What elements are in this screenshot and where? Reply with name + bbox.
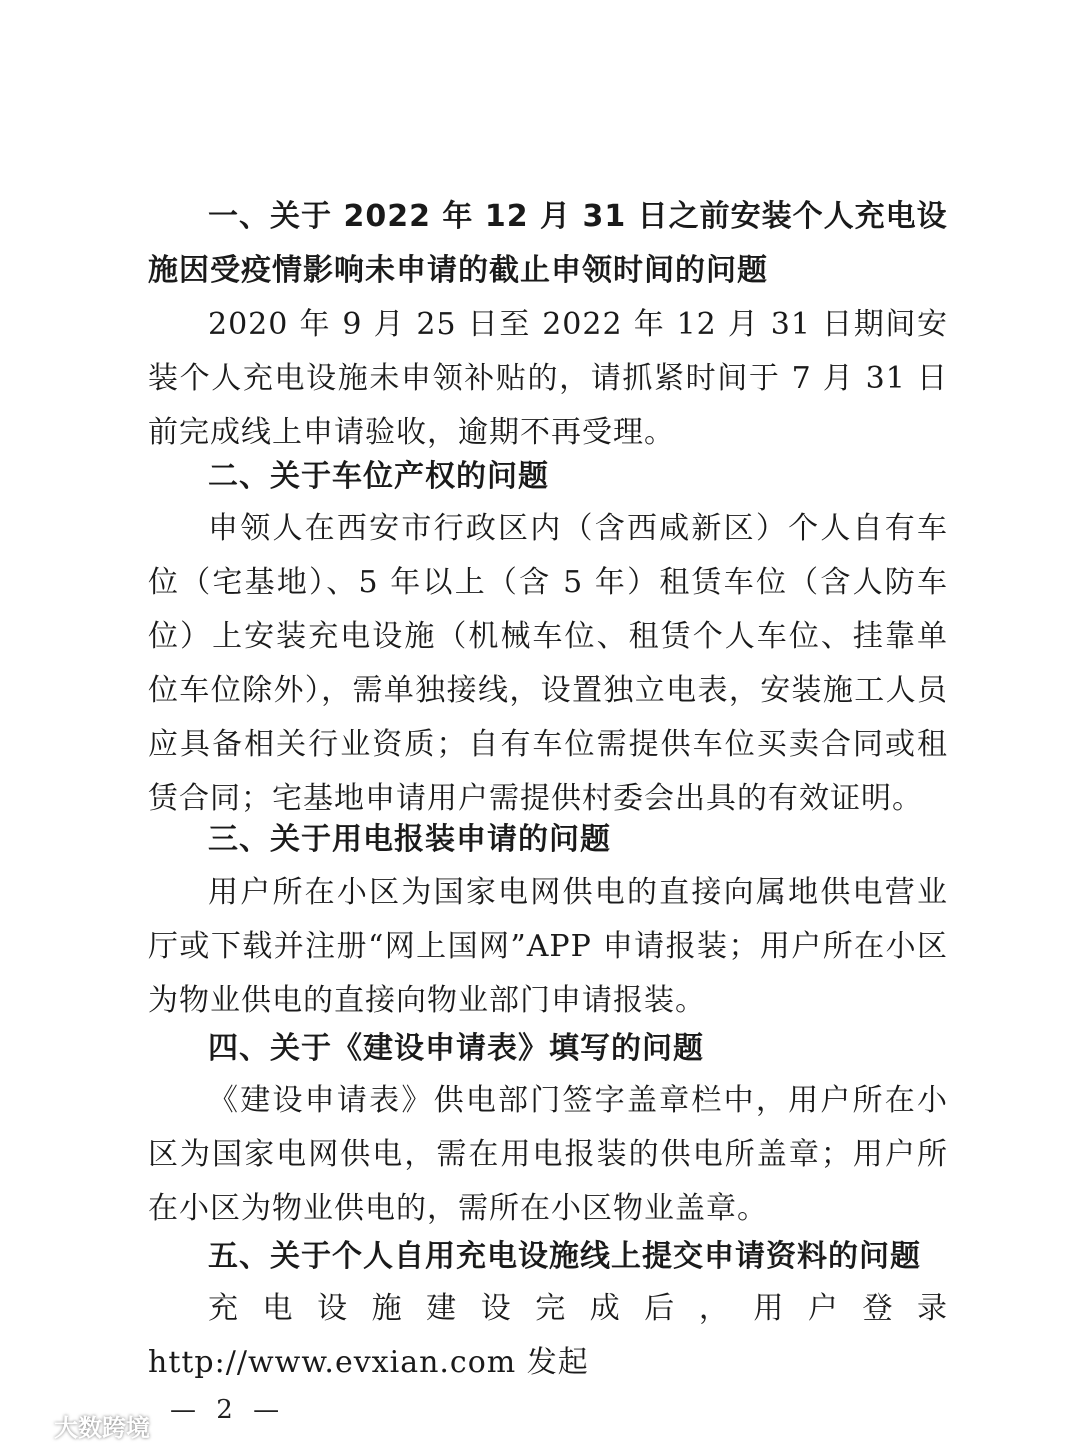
section-1-body: 2020 年 9 月 25 日至 2022 年 12 月 31 日期间安装个人充电设施未申领补贴的，请抓紧时间于 7 月 31 日前完成线上申请验收，逾期不再受理。 (148, 307, 948, 450)
watermark (8, 1408, 150, 1443)
section-1-heading: 一、关于 2022 年 12 月 31 日之前安装个人充电设施因受疫情影响未申请的截止申领时间的问题 (148, 199, 948, 288)
watermark-logo-icon (8, 1411, 48, 1441)
section-3-body: 用户所在小区为国家电网供电的直接向属地供电营业厅或下载并注册“网上国网”APP 申请报装；用户所在小区为物业供电的直接向物业部门申请报装。 (148, 875, 948, 1018)
section-2-heading: 二、关于车位产权的问题 (208, 459, 549, 494)
section-4-heading: 四、关于《建设申请表》填写的问题 (208, 1031, 704, 1066)
section-5-body: 充电设施建设完成后，用户登录 http://www.evxian.com 发起 (148, 1291, 948, 1380)
section-3-heading: 三、关于用电报装申请的问题 (208, 822, 611, 857)
watermark-text: 大数跨境 (54, 1414, 150, 1442)
page-number: — 2 — (170, 1395, 286, 1425)
section-4-body: 《建设申请表》供电部门签字盖章栏中，用户所在小区为国家电网供电，需在用电报装的供电所盖章；用户所在小区为物业供电的，需所在小区物业盖章。 (148, 1083, 948, 1226)
section-5-heading: 五、关于个人自用充电设施线上提交申请资料的问题 (208, 1239, 921, 1274)
section-2-body: 申领人在西安市行政区内（含西咸新区）个人自有车位（宅基地）、5 年以上（含 5 年）租赁车位（含人防车位）上安装充电设施（机械车位、租赁个人车位、挂靠单位车位除外），需单独接线，设置独立电表，安装施工人员应具备相关行业资质；自有车位需提供车位买卖合同或租赁合同；宅基地申请用户需提供村委会出具的有效证明。 (148, 511, 948, 816)
